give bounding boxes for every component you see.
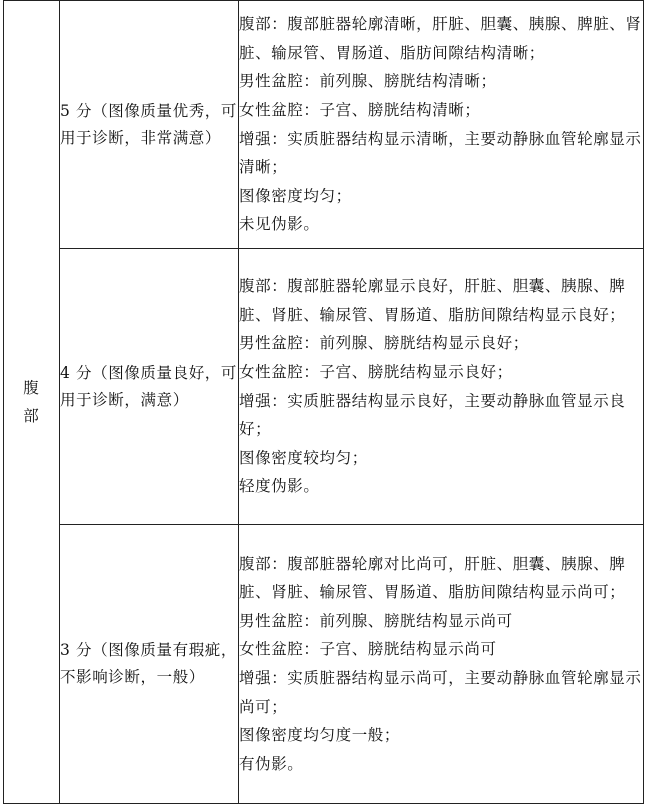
criteria-item: 增强：实质脏器结构显示清晰，主要动静脉血管轮廓显示清晰； — [239, 129, 642, 177]
score-label: 3 分（图像质量有瑕疵，不影响诊断，一般） — [60, 641, 237, 686]
grade-row-4 — [4, 249, 644, 525]
score-cell — [60, 249, 239, 525]
region-label-line: 部 — [23, 407, 40, 425]
criteria-item: 图像密度均匀； — [239, 186, 352, 205]
criteria-item: 腹部：腹部脏器轮廓清晰，肝脏、胆囊、胰腺、脾脏、肾脏、输尿管、胃肠道、脂肪间隙结构清晰； — [239, 15, 642, 62]
score-label: 5 分（图像质量优秀，可用于诊断，非常满意） — [60, 101, 237, 147]
criteria-item: 增强：实质脏器结构显示良好，主要动静脉血管显示良好； — [239, 391, 626, 439]
region-label — [23, 374, 40, 430]
criteria-item: 有伪影。 — [239, 754, 304, 773]
criteria-cell — [239, 525, 644, 804]
criteria-item: 男性盆腔：前列腺、膀胱结构显示尚可 — [239, 611, 513, 630]
criteria-item: 女性盆腔：子宫、膀胱结构显示良好； — [239, 362, 513, 381]
criteria-item: 女性盆腔：子宫、膀胱结构显示尚可 — [239, 640, 497, 659]
grade-row-5 — [4, 1, 644, 249]
criteria-item: 男性盆腔：前列腺、膀胱结构清晰； — [239, 72, 497, 91]
criteria-cell — [239, 249, 644, 525]
score-cell — [60, 1, 239, 249]
score-label: 4 分（图像质量良好，可用于诊断，满意） — [60, 363, 237, 409]
criteria-item: 图像密度较均匀； — [239, 448, 368, 467]
criteria-item: 未见伪影。 — [239, 215, 320, 234]
criteria-item: 腹部：腹部脏器轮廓对比尚可，肝脏、胆囊、胰腺、脾脏、肾脏、输尿管、胃肠道、脂肪间隙结构显示尚可； — [239, 554, 626, 602]
grading-table — [3, 0, 644, 804]
region-cell — [4, 1, 60, 804]
criteria-item: 男性盆腔：前列腺、膀胱结构显示良好； — [239, 334, 529, 353]
region-label-line: 腹 — [23, 379, 40, 397]
criteria-cell — [239, 1, 644, 249]
criteria-item: 图像密度均匀度一般； — [239, 726, 401, 745]
criteria-item: 腹部：腹部脏器轮廓显示良好，肝脏、胆囊、胰腺、脾脏、肾脏、输尿管、胃肠道、脂肪间隙结构显示良好； — [239, 277, 626, 324]
grade-row-3 — [4, 525, 644, 804]
criteria-item: 轻度伪影。 — [239, 477, 320, 496]
criteria-item: 女性盆腔：子宫、膀胱结构清晰； — [239, 100, 481, 119]
score-cell — [60, 525, 239, 804]
criteria-item: 增强：实质脏器结构显示尚可，主要动静脉血管轮廓显示尚可； — [239, 669, 642, 716]
